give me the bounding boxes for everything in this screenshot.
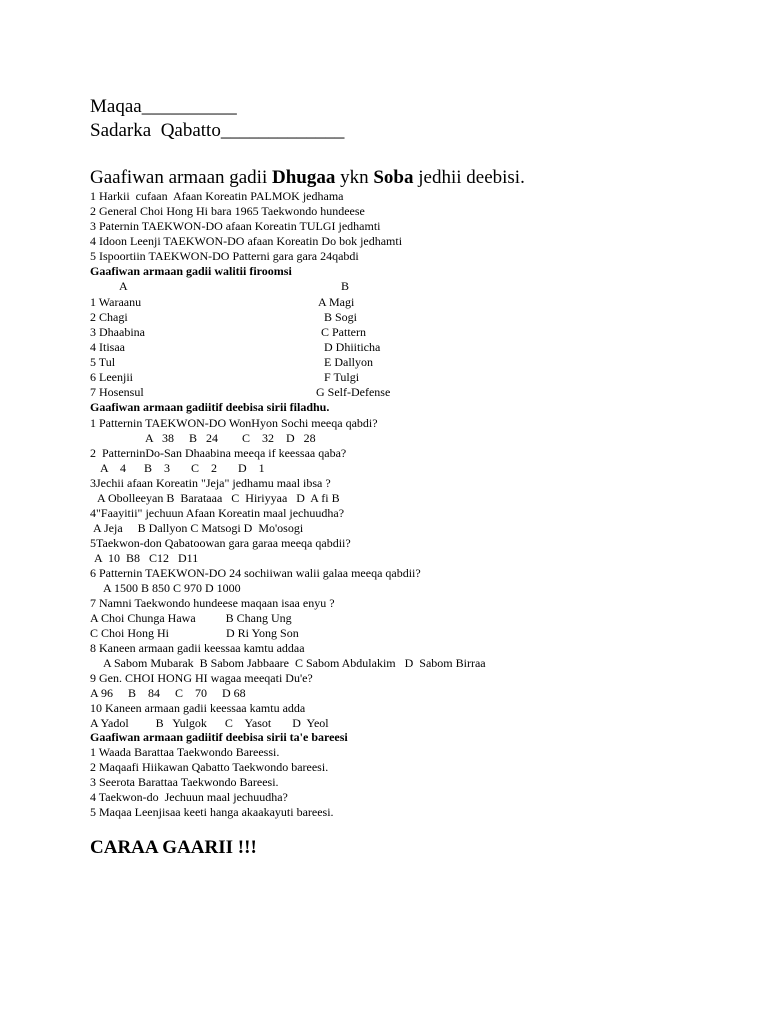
mc-question: 1 Patternin TAEKWON-DO WonHyon Sochi meeqa qabdi?: [90, 416, 378, 430]
mc-options: A Jeja B Dallyon C Matsogi D Mo'osogi: [93, 521, 304, 535]
section1-title-pre: Gaafiwan armaan gadii: [90, 167, 272, 188]
mc-options: A 10 B8 C12 D11: [94, 551, 199, 565]
class-field-line: Sadarka Qabatto_____________: [90, 120, 345, 141]
writing-question: 5 Maqaa Leenjisaa keeti hanga akaakayuti bareesi.: [90, 805, 334, 819]
match-item-b: E Dallyon: [324, 355, 373, 369]
section1-title-post: jedhii deebisi.: [413, 167, 525, 188]
closing-message: CARAA GAARII !!!: [90, 837, 257, 858]
mc-question: 9 Gen. CHOI HONG HI wagaa meeqati Du'e?: [90, 671, 313, 685]
match-item-a: 5 Tul: [90, 355, 116, 369]
mc-options: A Sabom Mubarak B Sabom Jabbaare C Sabom Abdulakim D Sabom Birraa: [103, 656, 486, 670]
match-item-b: C Pattern: [321, 325, 366, 339]
match-item-a: 3 Dhaabina: [90, 325, 145, 339]
mc-options: A 38 B 24 C 32 D 28: [145, 431, 316, 445]
mc-options: A 1500 B 850 C 970 D 1000: [103, 581, 241, 595]
name-field-line: Maqaa__________: [90, 96, 237, 117]
mc-question: 4"Faayitii" jechuun Afaan Koreatin maal jechuudha?: [90, 506, 345, 520]
writing-question: 2 Maqaafi Hiikawan Qabatto Taekwondo bareesi.: [90, 760, 329, 774]
mc-options: C Choi Hong Hi D Ri Yong Son: [90, 626, 299, 640]
column-b-header: B: [341, 279, 350, 293]
mc-options: A Obolleeyan B Barataaa C Hiriyyaa D A fi B: [97, 491, 340, 505]
tf-question: 2 General Choi Hong Hi bara 1965 Taekwondo hundeese: [90, 204, 365, 218]
section2-title: Gaafiwan armaan gadii walitii firoomsi: [90, 264, 292, 278]
match-item-b: G Self-Defense: [316, 385, 391, 399]
mc-options: A Yadol B Yulgok C Yasot D Yeol: [90, 716, 329, 730]
match-item-b: A Magi: [318, 295, 355, 309]
tf-question: 1 Harkii cufaan Afaan Koreatin PALMOK jedhama: [90, 189, 344, 203]
mc-options: A Choi Chunga Hawa B Chang Ung: [90, 611, 292, 625]
writing-question: 3 Seerota Barattaa Taekwondo Bareesi.: [90, 775, 279, 789]
mc-question: 6 Patternin TAEKWON-DO 24 sochiiwan walii galaa meeqa qabdii?: [90, 566, 421, 580]
tf-question: 3 Paternin TAEKWON-DO afaan Koreatin TULGI jedhamti: [90, 219, 381, 233]
writing-question: 4 Taekwon-do Jechuun maal jechuudha?: [90, 790, 288, 804]
section3-title: Gaafiwan armaan gadiitif deebisa sirii filadhu.: [90, 400, 330, 414]
mc-options: A 4 B 3 C 2 D 1: [100, 461, 265, 475]
section1-title: [90, 168, 525, 187]
tf-question: 4 Idoon Leenji TAEKWON-DO afaan Koreatin Do bok jedhamti: [90, 234, 403, 248]
match-item-b: D Dhiiticha: [324, 340, 381, 354]
writing-question: 1 Waada Barattaa Taekwondo Bareessi.: [90, 745, 280, 759]
match-item-a: 1 Waraanu: [90, 295, 142, 309]
match-item-b: F Tulgi: [324, 370, 360, 384]
section1-title-mid: ykn: [335, 167, 374, 188]
match-item-a: 6 Leenjii: [90, 370, 133, 384]
match-item-a: 4 Itisaa: [90, 340, 125, 354]
mc-question: 2 PatterninDo-San Dhaabina meeqa if keessaa qaba?: [90, 446, 347, 460]
section4-title: Gaafiwan armaan gadiitif deebisa sirii ta'e bareesi: [90, 730, 348, 744]
mc-question: 8 Kaneen armaan gadii keessaa kamtu addaa: [90, 641, 305, 655]
section1-title-false: Soba: [373, 167, 414, 188]
mc-question: 5Taekwon-don Qabatoowan gara garaa meeqa qabdii?: [90, 536, 351, 550]
mc-question: 3Jechii afaan Koreatin "Jeja" jedhamu maal ibsa ?: [90, 476, 331, 490]
match-item-a: 2 Chagi: [90, 310, 128, 324]
section1-title-true: Dhugaa: [272, 167, 336, 188]
match-item-b: B Sogi: [324, 310, 358, 324]
match-item-a: 7 Hosensul: [90, 385, 144, 399]
tf-question: 5 Ispoortiin TAEKWON-DO Patterni gara gara 24qabdi: [90, 249, 359, 263]
mc-options: A 96 B 84 C 70 D 68: [90, 686, 246, 700]
mc-question: 10 Kaneen armaan gadii keessaa kamtu adda: [90, 701, 306, 715]
mc-question: 7 Namni Taekwondo hundeese maqaan isaa enyu ?: [90, 596, 335, 610]
column-a-header: A: [119, 279, 128, 293]
